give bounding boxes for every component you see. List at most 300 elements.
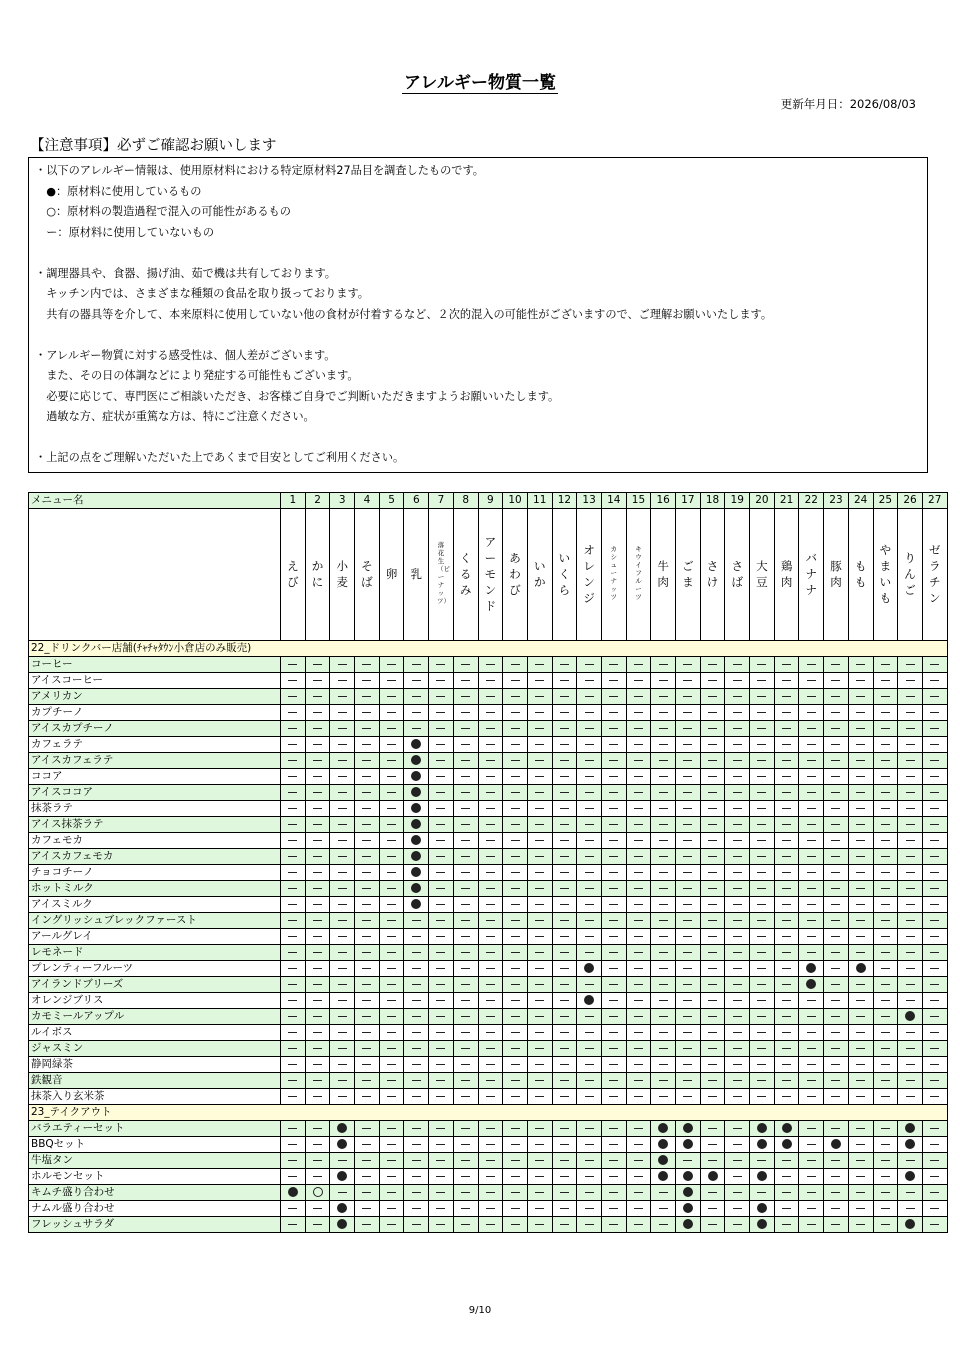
allergen-cell (601, 993, 626, 1009)
allergen-cell (355, 673, 380, 689)
allergen-cell (922, 1057, 947, 1073)
allergen-cell (478, 1217, 503, 1233)
not-used-mark (757, 904, 766, 905)
not-used-mark (535, 760, 544, 761)
allergen-cell (700, 993, 725, 1009)
not-used-mark (659, 1208, 668, 1209)
allergen-cell (404, 737, 429, 753)
allergen-cell (922, 753, 947, 769)
allergen-cell (626, 769, 651, 785)
allergen-cell (404, 833, 429, 849)
not-used-mark (634, 696, 643, 697)
menu-name: レモネード (29, 945, 281, 961)
allergen-cell (626, 913, 651, 929)
allergen-cell (922, 993, 947, 1009)
not-used-mark (609, 920, 618, 921)
allergen-cell (824, 945, 849, 961)
allergen-cell (577, 1201, 602, 1217)
not-used-mark (461, 1096, 470, 1097)
allergen-cell (676, 785, 701, 801)
not-used-mark (856, 1128, 865, 1129)
allergen-cell (379, 1121, 404, 1137)
allergen-cell (355, 977, 380, 993)
allergen-cell (281, 913, 306, 929)
not-used-mark (807, 792, 816, 793)
allergen-cell (922, 1089, 947, 1105)
not-used-mark (313, 936, 322, 937)
allergen-cell (774, 705, 799, 721)
allergen-cell (651, 817, 676, 833)
not-used-mark (634, 936, 643, 937)
allergen-cell (824, 1041, 849, 1057)
allergen-cell (824, 1089, 849, 1105)
not-used-mark (609, 1048, 618, 1049)
not-used-mark (733, 1096, 742, 1097)
not-used-mark (288, 824, 297, 825)
menu-name: ホットミルク (29, 881, 281, 897)
not-used-mark (338, 696, 347, 697)
allergen-cell (404, 1089, 429, 1105)
allergen-cell (330, 721, 355, 737)
not-used-mark (881, 904, 890, 905)
allergen-cell (527, 817, 552, 833)
not-used-mark (362, 712, 371, 713)
not-used-mark (609, 744, 618, 745)
allergen-cell (898, 737, 923, 753)
not-used-mark (634, 920, 643, 921)
allergen-cell (355, 833, 380, 849)
not-used-mark (461, 744, 470, 745)
not-used-mark (461, 1144, 470, 1145)
allergen-cell (725, 1201, 750, 1217)
not-used-mark (733, 776, 742, 777)
not-used-mark (486, 888, 495, 889)
not-used-mark (461, 1224, 470, 1225)
allergen-cell (922, 1185, 947, 1201)
allergen-cell (824, 753, 849, 769)
allergen-cell (453, 977, 478, 993)
allergen-cell (577, 817, 602, 833)
allergen-cell (922, 1137, 947, 1153)
allergen-cell (330, 769, 355, 785)
allergen-cell (305, 721, 330, 737)
allergen-cell (601, 833, 626, 849)
allergen-cell (527, 913, 552, 929)
allergen-number: 24 (848, 493, 873, 509)
not-used-mark (757, 824, 766, 825)
not-used-mark (387, 1032, 396, 1033)
allergen-cell (281, 929, 306, 945)
allergen-cell (379, 673, 404, 689)
not-used-mark (288, 888, 297, 889)
allergen-cell (429, 849, 454, 865)
allergen-cell (404, 1041, 429, 1057)
allergen-cell (503, 1009, 528, 1025)
not-used-mark (338, 936, 347, 937)
allergen-cell (330, 817, 355, 833)
not-used-mark (807, 1048, 816, 1049)
allergen-cell (305, 865, 330, 881)
allergen-cell (281, 897, 306, 913)
allergen-cell (453, 1185, 478, 1201)
allergen-cell (453, 817, 478, 833)
allergen-cell (651, 785, 676, 801)
notice-line: ・上記の点をご理解いただいた上であくまで目安としてご利用ください。 (35, 451, 405, 464)
not-used-mark (757, 920, 766, 921)
contains-mark (806, 979, 816, 989)
not-used-mark (288, 776, 297, 777)
allergen-cell (848, 1041, 873, 1057)
allergen-name: オレンジ (583, 543, 595, 605)
not-used-mark (585, 680, 594, 681)
not-used-mark (634, 824, 643, 825)
not-used-mark (436, 1224, 445, 1225)
allergen-cell (824, 849, 849, 865)
allergen-cell (725, 849, 750, 865)
allergen-name: そば (361, 559, 373, 589)
allergen-cell (503, 657, 528, 673)
not-used-mark (634, 888, 643, 889)
allergen-cell (676, 673, 701, 689)
allergen-cell (601, 657, 626, 673)
not-used-mark (831, 1096, 840, 1097)
allergen-number: 10 (503, 493, 528, 509)
not-used-mark (585, 1048, 594, 1049)
allergen-cell (355, 1137, 380, 1153)
contains-mark (288, 1187, 298, 1197)
not-used-mark (881, 1000, 890, 1001)
not-used-mark (881, 1080, 890, 1081)
allergen-cell (848, 881, 873, 897)
allergen-cell (503, 1217, 528, 1233)
contains-mark (337, 1139, 347, 1149)
allergen-cell (355, 785, 380, 801)
allergen-cell (552, 1089, 577, 1105)
allergen-cell (873, 993, 898, 1009)
allergen-cell (676, 1217, 701, 1233)
not-used-mark (511, 888, 520, 889)
not-used-mark (906, 1096, 915, 1097)
allergen-cell (750, 1073, 775, 1089)
not-used-mark (535, 1096, 544, 1097)
allergen-cell (527, 865, 552, 881)
header-number-row (29, 493, 948, 509)
allergen-cell (676, 689, 701, 705)
not-used-mark (585, 792, 594, 793)
allergen-cell (651, 753, 676, 769)
not-used-mark (362, 664, 371, 665)
table-row (29, 817, 948, 833)
not-used-mark (436, 1208, 445, 1209)
allergen-cell (750, 961, 775, 977)
allergen-cell (503, 1201, 528, 1217)
not-used-mark (461, 1032, 470, 1033)
allergen-cell (281, 721, 306, 737)
allergen-cell (774, 753, 799, 769)
not-used-mark (511, 968, 520, 969)
allergen-cell (552, 993, 577, 1009)
allergen-cell (379, 1089, 404, 1105)
not-used-mark (535, 776, 544, 777)
allergen-cell (651, 1073, 676, 1089)
allergen-cell (281, 993, 306, 1009)
allergen-cell (577, 1089, 602, 1105)
not-used-mark (733, 888, 742, 889)
allergen-cell (281, 801, 306, 817)
allergen-cell (676, 929, 701, 945)
not-used-mark (683, 776, 692, 777)
allergen-cell (725, 737, 750, 753)
allergen-cell (848, 785, 873, 801)
not-used-mark (807, 696, 816, 697)
not-used-mark (708, 1160, 717, 1161)
not-used-mark (560, 968, 569, 969)
not-used-mark (362, 984, 371, 985)
not-used-mark (609, 1064, 618, 1065)
not-used-mark (683, 1000, 692, 1001)
allergen-cell (355, 801, 380, 817)
not-used-mark (683, 952, 692, 953)
not-used-mark (461, 1160, 470, 1161)
contains-mark (806, 963, 816, 973)
not-used-mark (609, 904, 618, 905)
allergen-cell (429, 769, 454, 785)
not-used-mark (535, 728, 544, 729)
allergen-cell (281, 1009, 306, 1025)
not-used-mark (461, 968, 470, 969)
not-used-mark (338, 968, 347, 969)
not-used-mark (511, 680, 520, 681)
not-used-mark (387, 1064, 396, 1065)
allergen-cell (503, 1185, 528, 1201)
not-used-mark (757, 664, 766, 665)
allergen-cell (577, 1041, 602, 1057)
not-used-mark (560, 840, 569, 841)
not-used-mark (683, 744, 692, 745)
not-used-mark (609, 1192, 618, 1193)
not-used-mark (412, 1048, 421, 1049)
allergen-cell (503, 689, 528, 705)
allergen-cell (478, 689, 503, 705)
allergen-cell (503, 801, 528, 817)
not-used-mark (856, 1160, 865, 1161)
allergen-cell (429, 977, 454, 993)
allergen-cell (700, 929, 725, 945)
not-used-mark (733, 1048, 742, 1049)
not-used-mark (486, 1160, 495, 1161)
not-used-mark (560, 952, 569, 953)
allergen-cell (503, 913, 528, 929)
not-used-mark (807, 936, 816, 937)
not-used-mark (511, 808, 520, 809)
allergen-cell (429, 1121, 454, 1137)
not-used-mark (362, 760, 371, 761)
not-used-mark (412, 1224, 421, 1225)
menu-name-header: メニュー名 (29, 493, 281, 509)
allergen-name-cell (503, 509, 528, 641)
not-used-mark (288, 1128, 297, 1129)
not-used-mark (757, 1080, 766, 1081)
not-used-mark (387, 728, 396, 729)
allergen-cell (898, 1185, 923, 1201)
allergen-number: 25 (873, 493, 898, 509)
not-used-mark (585, 712, 594, 713)
not-used-mark (708, 664, 717, 665)
not-used-mark (881, 808, 890, 809)
allergen-cell (404, 801, 429, 817)
not-used-mark (313, 1208, 322, 1209)
not-used-mark (560, 1128, 569, 1129)
not-used-mark (708, 792, 717, 793)
allergen-cell (577, 993, 602, 1009)
not-used-mark (609, 936, 618, 937)
not-used-mark (461, 760, 470, 761)
table-row (29, 737, 948, 753)
allergen-cell (725, 785, 750, 801)
allergen-cell (552, 977, 577, 993)
not-used-mark (831, 696, 840, 697)
not-used-mark (436, 680, 445, 681)
allergen-cell (527, 705, 552, 721)
allergen-cell (281, 753, 306, 769)
allergen-cell (898, 1121, 923, 1137)
not-used-mark (511, 744, 520, 745)
not-used-mark (436, 664, 445, 665)
allergen-cell (799, 1089, 824, 1105)
not-used-mark (856, 1096, 865, 1097)
allergen-cell (281, 1217, 306, 1233)
allergen-cell (922, 737, 947, 753)
not-used-mark (708, 856, 717, 857)
not-used-mark (930, 888, 939, 889)
not-used-mark (436, 840, 445, 841)
allergen-cell (330, 1121, 355, 1137)
allergen-cell (700, 897, 725, 913)
not-used-mark (560, 1144, 569, 1145)
allergen-cell (848, 657, 873, 673)
allergen-cell (478, 881, 503, 897)
not-used-mark (338, 1048, 347, 1049)
allergen-cell (355, 865, 380, 881)
allergen-cell (527, 945, 552, 961)
allergen-cell (404, 1185, 429, 1201)
contains-mark (584, 963, 594, 973)
allergen-cell (379, 737, 404, 753)
menu-name: カプチーノ (29, 705, 281, 721)
not-used-mark (930, 744, 939, 745)
not-used-mark (708, 936, 717, 937)
allergen-cell (429, 833, 454, 849)
allergen-cell (281, 1153, 306, 1169)
allergen-cell (527, 1121, 552, 1137)
allergen-cell (626, 673, 651, 689)
not-used-mark (486, 856, 495, 857)
allergen-cell (799, 897, 824, 913)
allergen-cell (355, 929, 380, 945)
not-used-mark (387, 1144, 396, 1145)
allergen-cell (676, 1169, 701, 1185)
allergen-cell (355, 721, 380, 737)
allergen-cell (330, 1201, 355, 1217)
not-used-mark (683, 840, 692, 841)
not-used-mark (757, 712, 766, 713)
table-row (29, 1217, 948, 1233)
allergen-cell (651, 993, 676, 1009)
contains-mark (683, 1123, 693, 1133)
not-used-mark (831, 744, 840, 745)
not-used-mark (362, 824, 371, 825)
contains-mark (683, 1219, 693, 1229)
not-used-mark (906, 1000, 915, 1001)
not-used-mark (807, 1128, 816, 1129)
allergen-cell (552, 945, 577, 961)
not-used-mark (683, 920, 692, 921)
not-used-mark (881, 952, 890, 953)
allergen-cell (379, 913, 404, 929)
not-used-mark (436, 920, 445, 921)
allergen-cell (799, 769, 824, 785)
allergen-cell (848, 961, 873, 977)
allergen-cell (774, 1201, 799, 1217)
not-used-mark (585, 1208, 594, 1209)
not-used-mark (511, 1144, 520, 1145)
not-used-mark (535, 1128, 544, 1129)
not-used-mark (313, 840, 322, 841)
allergen-cell (305, 897, 330, 913)
allergen-cell (848, 1025, 873, 1041)
allergen-cell (281, 817, 306, 833)
not-used-mark (486, 984, 495, 985)
allergen-cell (478, 673, 503, 689)
notice-heading: 【注意事項】必ずご確認お願いします (30, 138, 277, 154)
not-used-mark (757, 952, 766, 953)
allergen-cell (305, 689, 330, 705)
allergen-cell (503, 881, 528, 897)
contains-mark (337, 1123, 347, 1133)
allergen-cell (478, 801, 503, 817)
allergen-cell (774, 897, 799, 913)
not-used-mark (856, 1000, 865, 1001)
table-row (29, 705, 948, 721)
not-used-mark (609, 952, 618, 953)
allergen-name-cell (848, 509, 873, 641)
not-used-mark (486, 728, 495, 729)
allergen-cell (626, 1153, 651, 1169)
not-used-mark (436, 776, 445, 777)
not-used-mark (288, 1064, 297, 1065)
not-used-mark (461, 1176, 470, 1177)
allergen-cell (281, 1137, 306, 1153)
allergen-cell (453, 689, 478, 705)
not-used-mark (535, 1016, 544, 1017)
allergen-cell (651, 913, 676, 929)
allergen-cell (873, 1121, 898, 1137)
allergen-cell (799, 737, 824, 753)
allergen-cell (281, 849, 306, 865)
allergen-cell (626, 1201, 651, 1217)
allergen-cell (824, 913, 849, 929)
allergen-cell (379, 897, 404, 913)
allergen-cell (330, 753, 355, 769)
not-used-mark (659, 1192, 668, 1193)
allergen-cell (404, 705, 429, 721)
allergen-cell (503, 1153, 528, 1169)
not-used-mark (535, 1032, 544, 1033)
not-used-mark (486, 1048, 495, 1049)
allergen-cell (552, 881, 577, 897)
contains-mark (658, 1171, 668, 1181)
allergen-cell (552, 1073, 577, 1089)
